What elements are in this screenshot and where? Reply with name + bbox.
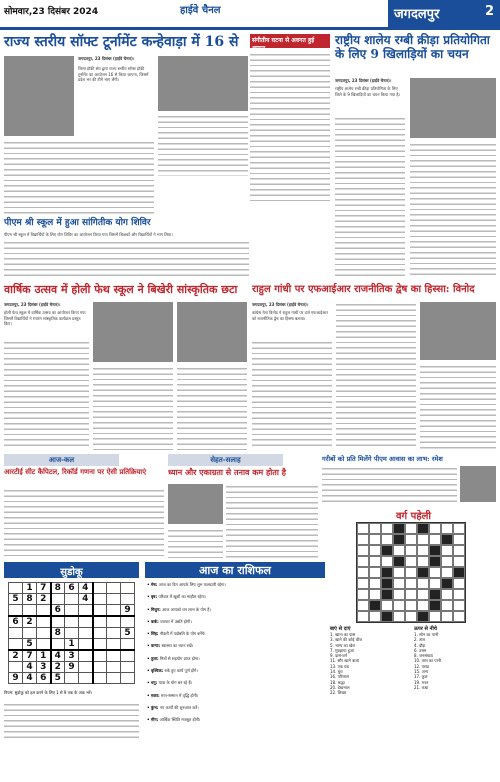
sudoku-cell[interactable] — [107, 605, 121, 617]
sudoku-cell[interactable]: 5 — [51, 673, 65, 684]
clue: 20. देखभाल — [330, 684, 350, 690]
sudoku-cell[interactable]: 1 — [37, 650, 51, 662]
crossword-cell[interactable] — [405, 523, 417, 534]
body-school: पीएम श्री स्कूल में विद्यार्थियों के लिए योग शिविर का आयोजन किया गया जिसमें शिक्षकों और विद्यार्थियों ने भाग लिया। — [4, 232, 173, 237]
sudoku-cell[interactable] — [9, 583, 23, 594]
rashi-item — [147, 693, 325, 698]
crossword-cell[interactable] — [369, 567, 381, 578]
crossword-cell[interactable] — [453, 600, 465, 611]
sudoku-cell[interactable]: 6 — [51, 605, 65, 617]
crossword-cell[interactable] — [357, 556, 369, 567]
sudoku-cell[interactable]: 8 — [23, 594, 37, 605]
clue: 21. कथा — [414, 684, 429, 690]
photo-ramesh — [460, 466, 496, 502]
crossword-cell[interactable] — [417, 589, 429, 600]
dateline-rahul: जगदलपुर, 23 दिसंबर (हाईवे चैनल)। — [252, 302, 309, 307]
crossword-cell[interactable] — [405, 545, 417, 556]
rashi-sign: • मीन: — [147, 717, 160, 723]
crossword-cell[interactable] — [441, 534, 453, 545]
sudoku-cell[interactable]: 5 — [9, 594, 23, 605]
sudoku-cell[interactable]: 5 — [23, 639, 37, 651]
rashi-item — [147, 705, 325, 710]
crossword-cell[interactable] — [405, 567, 417, 578]
photo-vinod — [420, 302, 496, 360]
headline-annual: वार्षिक उत्सव में होली फेथ स्कूल ने बिखेरी सांस्कृतिक छटा — [4, 283, 238, 296]
clue: 12. परख — [414, 663, 429, 669]
crossword-cell[interactable] — [417, 578, 429, 589]
photo-rugby-team — [410, 78, 496, 138]
body-rugby: राष्ट्रीय शालेय रग्बी क्रीड़ा प्रतियोगिता के लिए जिले के 9 खिलाड़ियों का चयन किया गया है। — [335, 86, 400, 97]
dateline-rugby: जगदलपुर, 23 दिसंबर (हाईवे चैनल)। — [335, 78, 392, 83]
sudoku-cell[interactable] — [93, 605, 107, 617]
rashi-text: आज आपको धन लाभ के योग हैं। — [162, 606, 211, 612]
rashi-text: यात्रा के योग बन रहे हैं। — [158, 680, 193, 686]
sudoku-cell[interactable] — [51, 594, 65, 605]
headline-rahul: राहुल गांधी पर एफआईआर राजनीतिक द्वेष का हिस्सा: विनोद — [252, 284, 475, 295]
crossword-cell[interactable] — [441, 578, 453, 589]
crossword-cell[interactable] — [417, 534, 429, 545]
sudoku-cell[interactable] — [107, 616, 121, 628]
crossword-cell[interactable] — [405, 578, 417, 589]
paper-name: हाईवे चैनल — [180, 5, 221, 16]
sudoku-cell[interactable]: 3 — [65, 650, 79, 662]
crossword-cell[interactable] — [429, 545, 441, 556]
text-column — [4, 340, 89, 450]
rashi-text: आर्थिक स्थिति मजबूत होगी। — [159, 717, 201, 723]
headline-accident: संगीतीय घटना से अवगत हुई शासन — [250, 34, 330, 48]
crossword-cell[interactable] — [405, 600, 417, 611]
sudoku-cell[interactable]: 2 — [37, 594, 51, 605]
clue: 19. भरत — [414, 679, 429, 685]
crossword-cell[interactable] — [453, 567, 465, 578]
rashi-sign: • कुंभ: — [147, 704, 160, 710]
rashi-text: नौकरी में पदोन्नति के योग बनेंगे। — [159, 631, 206, 637]
sudoku-cell[interactable]: 4 — [23, 662, 37, 673]
crossword-cell[interactable] — [369, 611, 381, 622]
sudoku-cell[interactable] — [121, 650, 135, 662]
crossword-cell[interactable] — [381, 589, 393, 600]
issue-date: सोमवार,23 दिसंबर 2024 — [4, 7, 99, 17]
crossword-cell[interactable] — [381, 545, 393, 556]
rashi-item — [147, 631, 325, 636]
crossword-cell[interactable] — [429, 556, 441, 567]
crossword-cell[interactable] — [441, 545, 453, 556]
clue: 22. शिखर — [330, 690, 347, 696]
sudoku-cell[interactable]: 7 — [23, 650, 37, 662]
clue: 11. सौर खाने वाला — [330, 658, 360, 664]
crossword-cell[interactable] — [357, 534, 369, 545]
sudoku-cell[interactable] — [121, 594, 135, 605]
sudoku-note: नियम: सुडोकू को हल करने के लिए 1 से 9 तक के अंक भरें। — [4, 690, 93, 695]
crossword-cell[interactable] — [417, 611, 429, 622]
sudoku-cell[interactable]: 1 — [65, 639, 79, 651]
sudoku-cell[interactable] — [93, 616, 107, 628]
text-column — [410, 142, 496, 276]
sudoku-cell[interactable] — [23, 605, 37, 617]
crossword-cell[interactable] — [441, 556, 453, 567]
photo-annual-2 — [177, 302, 247, 362]
crossword-cell[interactable] — [441, 589, 453, 600]
sudoku-cell[interactable]: 4 — [79, 583, 93, 594]
sudoku-cell[interactable] — [93, 662, 107, 673]
text-column — [4, 140, 154, 216]
sudoku-cell[interactable] — [51, 639, 65, 651]
city-name: जगदलपुर — [394, 7, 440, 22]
clue: 17. कुल — [414, 674, 428, 680]
text-column — [93, 366, 173, 450]
crossword-cell[interactable] — [357, 611, 369, 622]
headline-aajkal: आरटीई सीट कैपिटल, रिकॉर्ड गणना पर ऐसी प्रतिक्रियाएं — [4, 467, 147, 476]
sudoku-cell[interactable]: 6 — [37, 673, 51, 684]
crossword-cell[interactable] — [381, 611, 393, 622]
sudoku-cell[interactable]: 6 — [65, 583, 79, 594]
sudoku-cell[interactable] — [93, 639, 107, 651]
sudoku-cell[interactable] — [121, 639, 135, 651]
page-number: 2 — [484, 4, 494, 19]
clue: 2. ताल — [414, 637, 426, 643]
sudoku-cell[interactable] — [65, 628, 79, 639]
sudoku-cell[interactable] — [65, 616, 79, 628]
sudoku-cell[interactable] — [79, 639, 93, 651]
rashi-sign: • कन्या: — [147, 643, 162, 649]
sudoku-cell[interactable] — [79, 628, 93, 639]
text-column — [4, 702, 139, 742]
headline-school: पीएम श्री स्कूल में हुआ सांगितीक योग शिविर — [4, 218, 151, 228]
crossword-cell[interactable] — [405, 589, 417, 600]
sudoku-cell[interactable]: 4 — [23, 673, 37, 684]
rashi-item — [147, 619, 325, 624]
headline-gareeb: गरीबों को प्रति मिलेंगे पीएम आवास का लाभ: रमेश — [322, 455, 443, 463]
crossword-cell[interactable] — [357, 523, 369, 534]
text-column — [252, 340, 332, 450]
rashi-sign: • धनु: — [147, 680, 159, 686]
rashi-sign: • तुला: — [147, 655, 160, 661]
kicker-health: सेहत-सलाह — [168, 454, 283, 466]
across-list — [330, 632, 412, 696]
crossword-cell[interactable] — [369, 523, 381, 534]
crossword-cell[interactable] — [393, 611, 405, 622]
rashi-text: रुके हुए कार्य पूर्ण होंगे। — [164, 668, 198, 674]
rashi-text: व्यापार में उन्नति होगी। — [160, 618, 192, 624]
clue: 10. ताल का पानी — [414, 658, 441, 664]
crossword-cell[interactable] — [357, 589, 369, 600]
sudoku-cell[interactable] — [51, 616, 65, 628]
sudoku-cell[interactable] — [37, 628, 51, 639]
rashi-item — [147, 607, 325, 612]
sudoku-cell[interactable] — [93, 673, 107, 684]
clue: 16. परिणाम — [330, 674, 349, 680]
sudoku-cell[interactable]: 2 — [23, 616, 37, 628]
rashi-sign: • मिथुन: — [147, 606, 163, 612]
crossword-cell[interactable] — [429, 600, 441, 611]
sudoku-cell[interactable] — [93, 594, 107, 605]
sudoku-cell[interactable] — [9, 628, 23, 639]
photo-yoga — [168, 484, 223, 524]
crossword-cell[interactable] — [381, 556, 393, 567]
sudoku-cell[interactable] — [107, 594, 121, 605]
text-column — [158, 114, 248, 176]
crossword-cell[interactable] — [393, 534, 405, 545]
crossword-cell[interactable] — [441, 611, 453, 622]
clues-across — [330, 626, 412, 696]
rashi-text: स्वास्थ्य का ध्यान रखें। — [161, 643, 194, 649]
crossword-cell[interactable] — [429, 567, 441, 578]
sudoku-cell[interactable] — [107, 583, 121, 594]
sudoku-cell[interactable] — [9, 639, 23, 651]
crossword-cell[interactable] — [369, 578, 381, 589]
crossword-cell[interactable] — [393, 545, 405, 556]
headline-rugby: राष्ट्रीय शालेय रग्बी क्रीड़ा प्रतियोगिता के लिए 9 खिलाड़ियों का चयन — [335, 33, 490, 61]
text-column — [4, 488, 164, 558]
clue: 1. सोन का पानी — [414, 632, 439, 637]
crossword-cell[interactable] — [393, 589, 405, 600]
rashi-item — [147, 656, 325, 661]
clue: 15. अन्य — [414, 669, 429, 675]
rashi-sign: • वृष: — [147, 594, 159, 600]
crossword-cell[interactable] — [417, 567, 429, 578]
crossword-cell[interactable] — [369, 589, 381, 600]
clue: 7. मुरझाया हुआ — [330, 647, 355, 653]
sudoku-cell[interactable]: 4 — [79, 594, 93, 605]
crossword-cell[interactable] — [441, 523, 453, 534]
crossword-cell[interactable] — [441, 567, 453, 578]
crossword-cell[interactable] — [417, 556, 429, 567]
crossword-cell[interactable] — [357, 600, 369, 611]
crossword-cell[interactable] — [429, 578, 441, 589]
sudoku-cell[interactable]: 4 — [51, 650, 65, 662]
rashi-item — [147, 668, 325, 673]
sudoku-cell[interactable]: 6 — [9, 616, 23, 628]
sudoku-cell[interactable]: 8 — [51, 628, 65, 639]
sudoku-cell[interactable] — [79, 616, 93, 628]
rashi-sign: • कर्क: — [147, 618, 161, 624]
dateline-annual: जगदलपुर, 23 दिसंबर (हाईवे चैनल)। — [4, 302, 61, 307]
crossword-cell[interactable] — [393, 567, 405, 578]
sudoku-cell[interactable]: 2 — [51, 662, 65, 673]
rashi-item — [147, 680, 325, 685]
crossword-cell[interactable] — [453, 523, 465, 534]
sudoku-cell[interactable] — [37, 616, 51, 628]
crossword-cell[interactable] — [453, 556, 465, 567]
sudoku-cell[interactable] — [93, 628, 107, 639]
crossword-cell[interactable] — [369, 556, 381, 567]
sudoku-cell[interactable]: 7 — [37, 583, 51, 594]
dateline-hockey: जगदलपुर, 23 दिसंबर (हाईवे चैनल)। — [78, 56, 135, 61]
crossword-cell[interactable] — [369, 545, 381, 556]
crossword-cell[interactable] — [369, 600, 381, 611]
rashi-text: परिवार में खुशी का माहौल रहेगा। — [158, 594, 207, 600]
crossword-cell[interactable] — [357, 578, 369, 589]
rashi-text: मित्रों से सहयोग प्राप्त होगा। — [159, 655, 200, 661]
rashi-text: मान-सम्मान में वृद्धि होगी। — [161, 692, 199, 698]
crossword-cell[interactable] — [417, 545, 429, 556]
sudoku-cell[interactable] — [65, 594, 79, 605]
crossword-cell[interactable] — [369, 534, 381, 545]
sudoku-cell[interactable] — [23, 628, 37, 639]
crossword-cell[interactable] — [429, 611, 441, 622]
crossword-cell[interactable] — [381, 523, 393, 534]
crossword-grid[interactable] — [356, 522, 466, 623]
sudoku-cell[interactable]: 2 — [9, 650, 23, 662]
crossword-cell[interactable] — [453, 534, 465, 545]
sudoku-cell[interactable] — [121, 662, 135, 673]
crossword-cell[interactable] — [429, 523, 441, 534]
sudoku-cell[interactable] — [93, 650, 107, 662]
rashi-item — [147, 582, 325, 587]
sudoku-cell[interactable]: 3 — [37, 662, 51, 673]
text-column — [168, 528, 223, 558]
sudoku-cell[interactable] — [121, 673, 135, 684]
sudoku-grid[interactable] — [8, 582, 135, 684]
text-column — [322, 466, 457, 502]
rashi-item — [147, 717, 325, 722]
crossword-cell[interactable] — [405, 534, 417, 545]
rashi-sign: • मकर: — [147, 692, 162, 698]
text-column — [177, 366, 247, 450]
crossword-cell[interactable] — [393, 600, 405, 611]
clue: 1. खाना का ग्रास — [330, 632, 356, 637]
text-column — [226, 484, 318, 558]
sudoku-cell[interactable]: 5 — [121, 628, 135, 639]
clue: 18. श्रद्धा — [330, 679, 345, 685]
down-list — [414, 632, 496, 690]
crossword-cell[interactable] — [453, 589, 465, 600]
text-column — [250, 52, 330, 202]
sudoku-cell[interactable] — [79, 673, 93, 684]
crossword-cell[interactable] — [357, 545, 369, 556]
crossword-cell[interactable] — [381, 578, 393, 589]
sudoku-title: सुडोकू — [4, 562, 139, 578]
crossword-title: वर्ग पहेली — [395, 511, 432, 522]
sudoku-cell[interactable] — [107, 662, 121, 673]
across-title: बाएं से दाएं — [330, 626, 351, 632]
text-column — [335, 116, 405, 276]
down-title: ऊपर से नीचे — [414, 626, 437, 632]
crossword-cell[interactable] — [405, 556, 417, 567]
clues-down — [414, 626, 496, 690]
clue: 5. भाग्य का खेल — [330, 642, 356, 648]
body-annual: होली फेथ स्कूल में वार्षिक उत्सव का आयोजन किया गया जिसमें विद्यार्थियों ने रंगारंग सांस्कृतिक कार्यक्रम प्रस्तुत किए। — [4, 310, 86, 326]
sudoku-cell[interactable] — [107, 639, 121, 651]
sudoku-cell[interactable] — [37, 605, 51, 617]
clue: 13. एक ग्रंथ — [330, 663, 350, 669]
sudoku-cell[interactable] — [79, 605, 93, 617]
crossword-cell[interactable] — [453, 578, 465, 589]
clue: 8. जनसंख्या — [414, 653, 433, 659]
rashi-sign: • सिंह: — [147, 631, 160, 637]
sudoku-cell[interactable] — [9, 662, 23, 673]
sudoku-cell[interactable] — [121, 616, 135, 628]
sudoku-cell[interactable]: 8 — [51, 583, 65, 594]
photo-match — [158, 56, 248, 111]
sudoku-cell[interactable]: 9 — [121, 605, 135, 617]
clue: 6. उत्तम — [414, 647, 427, 653]
clue: 14. धुंध — [330, 669, 343, 675]
headline-health: ध्यान और एकाग्रता से तनाव कम होता है — [168, 467, 286, 477]
clue: 4. दौड़ा — [414, 642, 426, 648]
sudoku-cell[interactable] — [79, 662, 93, 673]
sudoku-cell[interactable] — [107, 673, 121, 684]
clue: 3. खाने की कोई चीज — [330, 637, 363, 643]
crossword-cell[interactable] — [405, 611, 417, 622]
sudoku-cell[interactable]: 9 — [9, 673, 23, 684]
text-column — [420, 364, 496, 450]
crossword-cell[interactable] — [441, 600, 453, 611]
rashi-text: आज का दिन आपके लिए शुभ फलदायी रहेगा। — [158, 582, 226, 587]
body-rahul: कांग्रेस नेता विनोद ने राहुल गांधी पर दर्ज एफआईआर को राजनीतिक द्वेष का हिस्सा बताया। — [252, 310, 328, 321]
crossword-cell[interactable] — [453, 545, 465, 556]
rashi-sign: • वृश्चिक: — [147, 668, 165, 674]
crossword-cell[interactable] — [381, 534, 393, 545]
sudoku-cell[interactable]: 9 — [65, 662, 79, 673]
sudoku-cell[interactable] — [79, 650, 93, 662]
sudoku-cell[interactable] — [9, 605, 23, 617]
sudoku-cell[interactable] — [93, 583, 107, 594]
crossword-cell[interactable] — [429, 534, 441, 545]
crossword-cell[interactable] — [417, 523, 429, 534]
crossword-cell[interactable] — [393, 523, 405, 534]
sudoku-cell[interactable]: 1 — [23, 583, 37, 594]
rashifal-list — [147, 582, 325, 742]
text-column — [4, 240, 249, 278]
sudoku-cell[interactable] — [107, 628, 121, 639]
crossword-cell[interactable] — [381, 600, 393, 611]
clue: 9. दास-वर्ग — [330, 653, 347, 659]
crossword-cell[interactable] — [393, 578, 405, 589]
sudoku-cell[interactable] — [107, 650, 121, 662]
crossword-cell[interactable] — [393, 556, 405, 567]
rashi-sign: • मेष: — [147, 582, 159, 587]
sudoku-cell[interactable] — [65, 673, 79, 684]
photo-annual-1 — [93, 302, 173, 362]
rashi-text: नए कार्यों की शुरुआत करें। — [159, 704, 199, 710]
body-hockey: जिला हॉकी संघ द्वारा राज्य स्तरीय सॉफ्ट हॉकी टूर्नामेंट का आयोजन 16 से किया जाएगा, जिसमें प्रदेश भर की टीमें भाग लेंगी। — [78, 66, 149, 82]
city-band — [388, 0, 500, 27]
rashi-item — [147, 643, 325, 648]
headline-hockey: राज्य स्तरीय सॉफ्ट टूर्नामेंट कन्हेवाड़ा में 16 से — [4, 34, 239, 50]
photo-hockey — [4, 56, 74, 136]
crossword-cell[interactable] — [381, 567, 393, 578]
sudoku-cell[interactable] — [65, 605, 79, 617]
rashi-item — [147, 594, 325, 599]
text-column — [336, 302, 416, 450]
crossword-cell[interactable] — [453, 611, 465, 622]
kicker-aajkal: आज-कल — [4, 454, 119, 466]
rashifal-title: आज का राशिफल — [145, 562, 325, 578]
sudoku-cell[interactable] — [37, 639, 51, 651]
crossword-cell[interactable] — [429, 589, 441, 600]
sudoku-cell[interactable] — [121, 583, 135, 594]
crossword-cell[interactable] — [417, 600, 429, 611]
crossword-cell[interactable] — [357, 567, 369, 578]
